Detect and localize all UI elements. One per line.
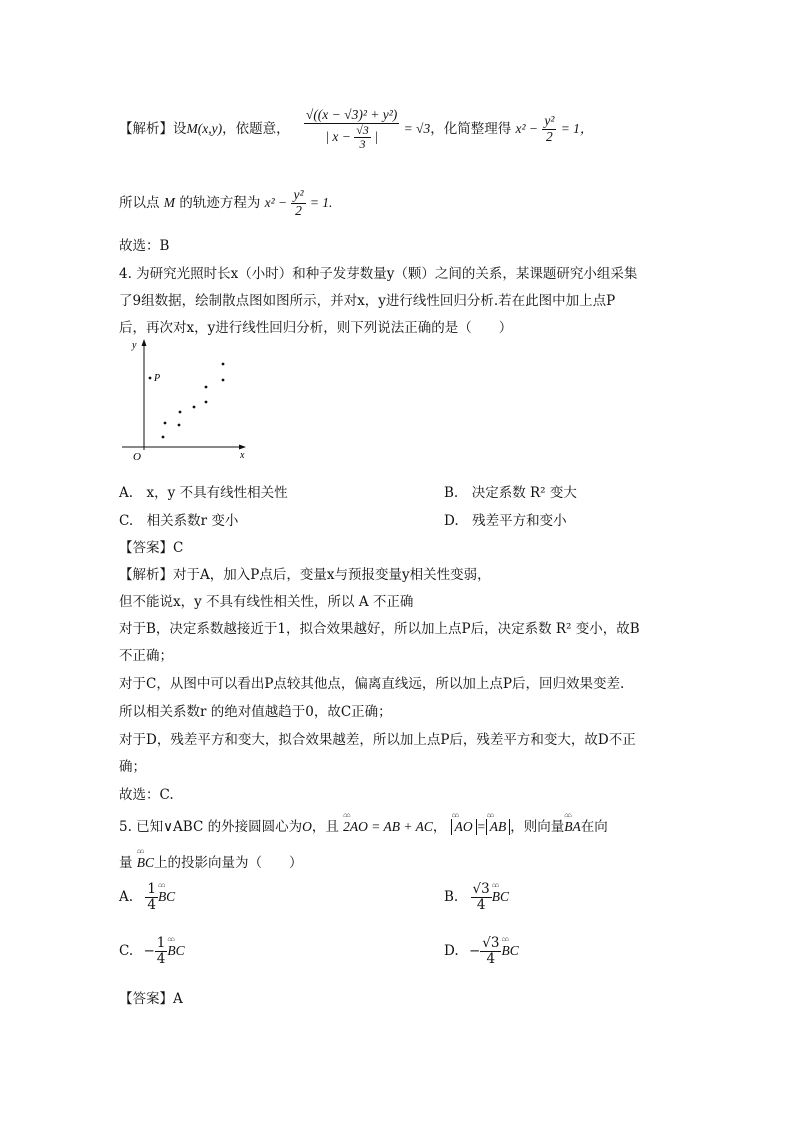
eq-fraction <box>291 188 305 219</box>
scatter-point <box>179 411 182 414</box>
q4-line-3: 后，再次对x，y进行线性回归分析，则下列说法正确的是（ ） <box>119 320 513 336</box>
x-axis-arrow <box>239 445 246 450</box>
q5-answer: 【答案】A <box>119 991 183 1007</box>
sign: − <box>468 942 481 959</box>
eq-right: = 1. <box>309 194 333 210</box>
text: 5. 已知∨ABC 的外接圆圆心为 <box>119 819 303 835</box>
option-label: A. <box>119 888 134 905</box>
scatter-point <box>222 379 225 382</box>
text: ，则向量 <box>510 819 565 835</box>
res-num: y² <box>544 113 555 129</box>
q4-solution-line: 但不能说x，y 不具有线性相关性，所以 A 不正确 <box>119 594 414 610</box>
text: 量 <box>119 855 133 871</box>
vector-bc: ⌂⌂ BC <box>137 855 154 871</box>
text: ， <box>432 819 447 835</box>
q4-answer: 【答案】C <box>119 540 184 556</box>
solution-label: 【解析】 <box>119 121 173 138</box>
den: 2 <box>295 202 302 218</box>
den: 4 <box>486 950 496 967</box>
q4-line-2: 了9组数据，绘制散点图如图所示，并对x，y进行线性回归分析.若在此图中加上点P <box>119 293 616 309</box>
frac <box>155 936 168 967</box>
result-fraction <box>542 114 556 145</box>
q4-line-1: 4. 为研究光照时长x（小时）和种子发芽数量y（颗）之间的关系，某课题研究小组采集 <box>119 266 638 282</box>
point-p-label: P <box>154 373 161 384</box>
scatter-point <box>164 422 167 425</box>
text: ，且 <box>311 819 339 835</box>
q5-option-d[interactable] <box>444 936 519 967</box>
frac <box>145 882 158 913</box>
num: √3 <box>472 881 490 897</box>
frac <box>471 882 492 913</box>
point-m: M <box>163 194 176 210</box>
y-axis-arrow <box>142 339 147 346</box>
option-label: D. <box>444 942 459 959</box>
solution-line-2 <box>119 188 332 219</box>
text: 设 <box>173 121 187 138</box>
equals: = <box>476 819 486 834</box>
den-part: | x − <box>325 128 351 144</box>
point-o: O <box>302 819 312 834</box>
abs-ao: ⌂⌂ AO <box>451 819 477 835</box>
text: 在向 <box>580 819 608 835</box>
den-num: √3 <box>356 122 369 137</box>
den-fraction <box>354 124 371 151</box>
scatter-point <box>205 401 208 404</box>
text: ，化简整理得 <box>430 121 512 138</box>
text: 所以点 <box>119 194 160 211</box>
x-axis-label: x <box>240 450 245 461</box>
q5-line-1 <box>119 815 608 835</box>
choose-line-1: 故选：B <box>119 238 170 254</box>
vector-bc: ⌂⌂ BC <box>492 889 509 905</box>
frac <box>480 936 501 967</box>
fraction-denominator <box>304 124 399 151</box>
scatter-point <box>178 424 181 427</box>
q4-solution-line: 对于C，从图中可以看出P点较其他点，偏离直线远，所以加上点P后，回归效果变差. <box>119 676 625 692</box>
q4-solution-line: 不正确； <box>119 648 173 664</box>
q4-solution-line: 【解析】对于A，加入P点后，变量x与预报变量y相关性变弱， <box>119 567 491 583</box>
option-a[interactable]: A. x，y 不具有线性相关性 <box>119 485 288 501</box>
den: 4 <box>156 950 166 967</box>
q4-solution-line: 对于B，决定系数越接近于1，拟合效果越好，所以加上点P后，决定系数 R² 变小，故B <box>119 621 640 637</box>
solution-line-1 <box>119 108 593 151</box>
den-part: | <box>374 128 378 144</box>
option-label: B. <box>444 888 459 905</box>
result-left: x² − <box>515 121 539 137</box>
option-c[interactable]: C. 相关系数r 变小 <box>119 513 239 529</box>
res-den: 2 <box>545 129 553 145</box>
point-m: M(x,y) <box>186 121 223 137</box>
q4-solution-line: 对于D，残差平方和变大，拟合效果越差，所以加上点P后，残差平方和变大，故D不正 <box>119 732 636 748</box>
vector-ba: ⌂⌂ BA <box>564 819 581 835</box>
y-axis-label: y <box>132 340 137 351</box>
num: √3 <box>482 935 500 951</box>
vector-bc: ⌂⌂ BC <box>158 889 175 905</box>
den: 4 <box>476 896 486 913</box>
q4-solution-line: 确； <box>119 759 146 775</box>
fraction-numerator: √((x − √3)² + y²) <box>305 107 398 122</box>
scatter-plot <box>118 336 253 464</box>
text: 上的投影向量为（ ） <box>154 855 303 871</box>
distance-fraction <box>304 108 399 151</box>
num: 1 <box>147 881 156 897</box>
q5-line-2 <box>119 851 303 871</box>
num: y² <box>293 187 304 202</box>
result-right: = 1， <box>560 121 594 137</box>
point-p <box>149 377 152 380</box>
text: ，依题意， <box>222 121 290 138</box>
option-d[interactable]: D. 残差平方和变小 <box>444 513 567 529</box>
eq-left: x² − <box>264 194 288 210</box>
abs-ab: ⌂⌂ AB <box>486 819 511 835</box>
vector-bc: ⌂⌂ BC <box>167 943 184 959</box>
choose-line-2: 故选：C. <box>119 787 174 803</box>
q5-option-c[interactable] <box>119 936 185 967</box>
text: 的轨迹方程为 <box>179 194 261 211</box>
option-b[interactable]: B. 决定系数 R² 变大 <box>444 485 577 501</box>
option-label: C. <box>119 942 134 959</box>
den: 4 <box>147 896 156 913</box>
den-den: 3 <box>359 137 366 152</box>
vector-equation: ⌂⌂ 2AO = AB + AC <box>343 819 433 835</box>
num: 1 <box>156 935 166 951</box>
vector-bc: ⌂⌂ BC <box>501 943 518 959</box>
sign: − <box>143 942 155 959</box>
q4-solution-line: 所以相关系数r 的绝对值越趋于0，故C正确； <box>119 704 392 720</box>
scatter-point <box>222 363 225 366</box>
scatter-point <box>162 436 165 439</box>
origin-label: O <box>133 451 141 463</box>
scatter-point <box>205 386 208 389</box>
q5-option-a[interactable] <box>119 882 175 913</box>
equation-rhs: = √3 <box>403 121 431 137</box>
scatter-point <box>193 406 196 409</box>
q5-option-b[interactable] <box>444 882 509 913</box>
